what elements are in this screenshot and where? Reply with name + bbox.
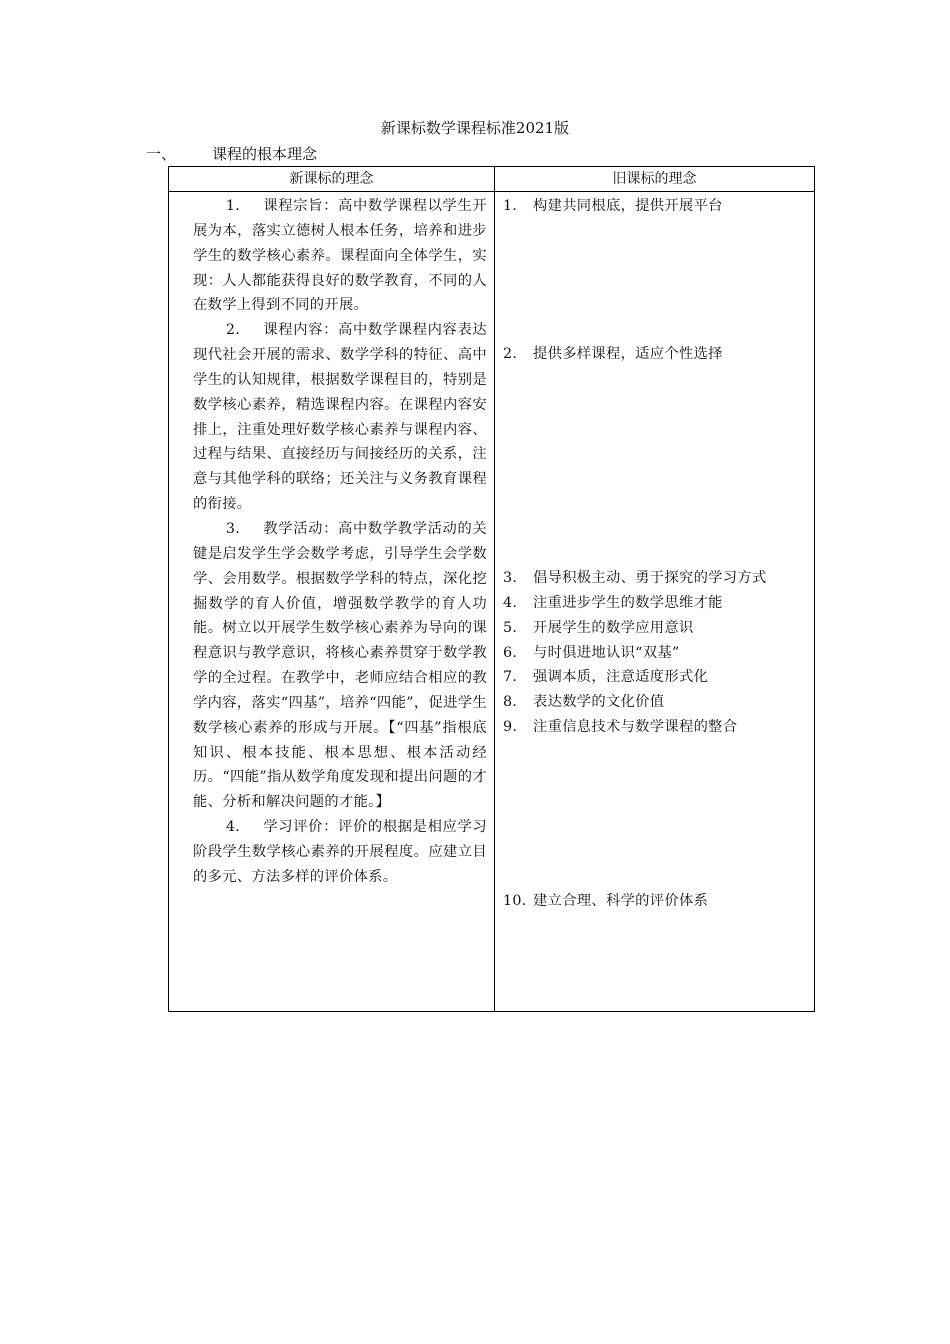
comparison-table bbox=[168, 166, 815, 1012]
old-item-1: 1. 构建共同根底，提供开展平台 bbox=[503, 198, 723, 214]
old-item-9: 9. 注重信息技术与数学课程的整合 bbox=[503, 719, 738, 735]
section-heading bbox=[146, 143, 317, 165]
section-title: 课程的根本理念 bbox=[212, 145, 318, 163]
header-new-standard: 新课标的理念 bbox=[289, 171, 374, 187]
header-old-standard: 旧课标的理念 bbox=[612, 171, 697, 187]
old-item-4: 4. 注重进步学生的数学思维才能 bbox=[503, 595, 723, 611]
old-item-6: 6. 与时俱进地认识“双基” bbox=[503, 645, 680, 661]
document-title: 新课标数学课程标准2021版 bbox=[380, 119, 570, 137]
old-item-10: 10. 建立合理、科学的评价体系 bbox=[503, 893, 709, 909]
old-item-3: 3. 倡导积极主动、勇于探究的学习方式 bbox=[503, 570, 767, 586]
old-item-2: 2. 提供多样课程，适应个性选择 bbox=[503, 346, 723, 362]
column-divider bbox=[494, 167, 495, 1011]
old-item-7: 7. 强调本质，注意适度形式化 bbox=[503, 669, 709, 685]
section-number: 一、 bbox=[146, 145, 177, 163]
new-item-1: 1. 课程宗旨：高中数学课程以学生开展为本，落实立德树人根本任务，培养和进步学生的数学核心素养。课程面向全体学生，实现：人人都能获得良好的数学教育，不同的人在数学上得到不同的开展。 bbox=[193, 198, 487, 314]
old-item-5: 5. 开展学生的数学应用意识 bbox=[503, 620, 694, 636]
new-item-2: 2. 课程内容：高中数学课程内容表达现代社会开展的需求、数学学科的特征、高中学生的认知规律，根据数学课程目的，特别是数学核心素养，精选课程内容。在课程内容安排上，注重处理好数学核心素养与课程内容、过程与结果、直接经历与间接经历的关系，注意与其他学科的联络；还关注与义务教育课程的衔接。 bbox=[193, 322, 487, 513]
new-standard-column bbox=[193, 192, 487, 890]
new-item-3: 3. 教学活动：高中数学教学活动的关键是启发学生学会数学考虑，引导学生会学数学、会用数学。根据数学学科的特点，深化挖掘数学的育人价值，增强数学教学的育人功能。树立以开展学生数学核心素养为导向的课程意识与教学意识，将核心素养贯穿于数学教学的全过程。在教学中，老师应结合相应的教学内容，落实“四基”，培养“四能”，促进学生数学核心素养的形成与开展。【“四基”指根底知识、根本技能、根本思想、根本活动经历。“四能”指从数学角度发现和提出问题的才能、分析和解决问题的才能。】 bbox=[193, 520, 487, 811]
old-item-8: 8. 表达数学的文化价值 bbox=[503, 694, 665, 710]
new-item-4: 4. 学习评价：评价的根据是相应学习阶段学生数学核心素养的开展程度。应建立目的多元、方法多样的评价体系。 bbox=[193, 819, 487, 885]
